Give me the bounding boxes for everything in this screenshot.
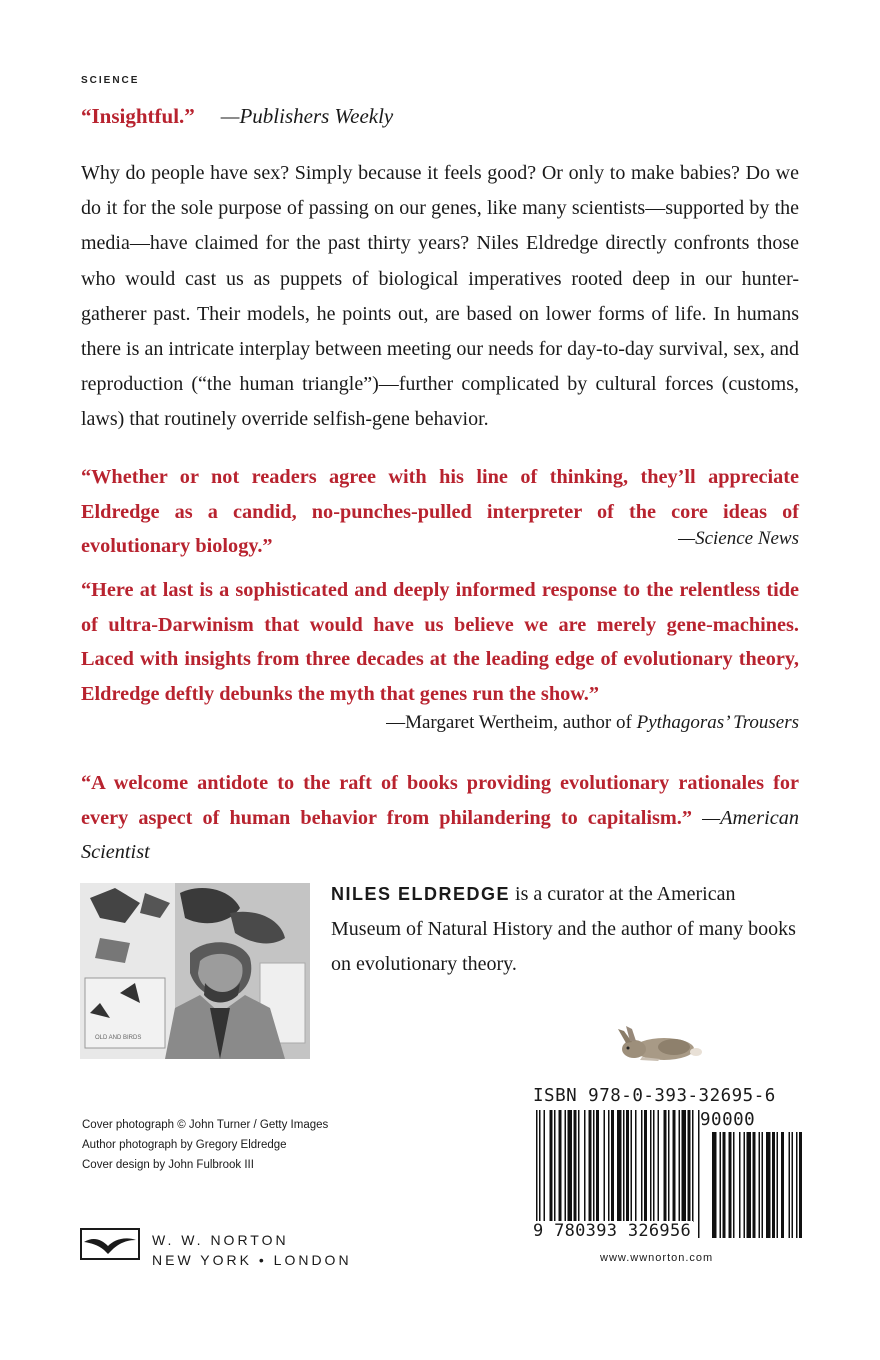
blurb-american-scientist (81, 766, 799, 870)
barcode-bar (635, 1110, 637, 1222)
barcode-addon-bar (789, 1132, 791, 1238)
barcode-addon-bar (747, 1132, 752, 1238)
barcode-bar (644, 1110, 647, 1222)
barcode-bar (626, 1110, 629, 1222)
credit-line: Cover photograph © John Turner / Getty Images (82, 1119, 329, 1131)
barcode-bar (653, 1110, 655, 1222)
barcode-bar (673, 1110, 676, 1222)
barcode-bar (554, 1110, 556, 1222)
blurb-science-news: “Whether or not readers agree with his line of thinking, they’ll appreciate Eldredge as a candid, no-punches-pulled interpreter of the core ideas of evolutionary biology.” (81, 466, 799, 557)
barcode-addon-bar (781, 1132, 784, 1238)
barcode-bar (658, 1110, 660, 1222)
barcode-digits: 9 780393 326956 (533, 1221, 692, 1241)
blurb-text: “A welcome antidote to the raft of books providing evolutionary rationales for every aspect of human behavior from philandering to capitalism.” (81, 772, 799, 829)
publisher-cities: NEW YORK • LONDON (152, 1252, 352, 1268)
credit-line: Cover design by John Fulbrook III (82, 1159, 254, 1171)
barcode-bar (611, 1110, 614, 1222)
barcode-addon-bar (733, 1132, 735, 1238)
attribution-book-title: Pythagoras’ Trousers (636, 712, 799, 733)
price-code: 90000 (700, 1110, 756, 1130)
credit-line: Author photograph by Gregory Eldredge (82, 1139, 287, 1151)
barcode-bar (565, 1110, 567, 1222)
barcode-addon-bar (712, 1132, 717, 1238)
barcode-bar (584, 1110, 586, 1222)
blurb-attribution: —American Scientist (81, 806, 799, 863)
barcode-addon-bar (759, 1132, 761, 1238)
publisher-imprint (152, 1230, 352, 1270)
barcode-bar (539, 1110, 541, 1238)
barcode-bar (688, 1110, 691, 1222)
barcode-bar (617, 1110, 622, 1238)
barcode-bar (544, 1110, 546, 1222)
barcode-bar (668, 1110, 670, 1222)
barcode-bar (559, 1110, 562, 1222)
barcode-bar (550, 1110, 553, 1222)
barcode-bar (604, 1110, 606, 1222)
barcode-addon-bar (792, 1132, 794, 1238)
publisher-name: W. W. NORTON (152, 1232, 289, 1248)
attribution-prefix: —Margaret Wertheim, author of (386, 712, 637, 733)
author-name: NILES ELDREDGE (331, 884, 511, 904)
barcode-addon-bar (729, 1132, 732, 1238)
blurb-attribution (386, 712, 799, 734)
barcode-bar (623, 1110, 625, 1222)
barcode-addon-bar (796, 1132, 798, 1238)
barcode-bar (650, 1110, 652, 1222)
barcode-addon-bar (753, 1132, 756, 1238)
author-bio-text: is a curator at the American Museum of Natural History and the author of many books on evolutionary theory. (331, 883, 796, 975)
book-description: Why do people have sex? Simply because it feels good? Or only to make babies? Do we do it for the sole purpose of passing on our genes, like many scientists—supported by the media—have claimed for the past thirty years? Niles Eldredge directly confronts those who would cast us as puppets of biological imperatives rooted deep in our hunter-gatherer past. Their models, he points out, are based on lower forms of life. In humans there is an intricate interplay between meeting our needs for day-to-day survival, sex, and reproduction (“the human triangle”)—further complicated by cultural forces (customs, laws) that routinely override selfish-gene behavior. (81, 162, 799, 431)
barcode-addon-bar (720, 1132, 722, 1238)
cover-credits (82, 1115, 328, 1175)
author-bio (331, 877, 801, 982)
category-label: SCIENCE (81, 75, 140, 86)
photo-sign-text: OLD AND BIRDS (95, 1035, 142, 1041)
rabbit-illustration (612, 1023, 704, 1063)
barcode-bar (698, 1110, 700, 1238)
barcode-bar (536, 1110, 538, 1238)
tagline-quote: “Insightful.” (81, 104, 195, 128)
barcode-addon-bar (723, 1132, 726, 1238)
barcode-bar (679, 1110, 681, 1222)
barcode-addon-bar (799, 1132, 802, 1238)
barcode-bar (631, 1110, 633, 1222)
barcode-addon-bar (777, 1132, 779, 1238)
barcode-addon-bar (766, 1132, 771, 1238)
barcode-bar (664, 1110, 667, 1222)
barcode-addon-bar (762, 1132, 764, 1238)
norton-seagull-logo (80, 1228, 140, 1260)
barcode-addon-bar (739, 1132, 741, 1238)
barcode-bar (596, 1110, 599, 1222)
isbn-label: ISBN 978-0-393-32695-6 (533, 1086, 776, 1106)
barcode-bar (608, 1110, 610, 1222)
barcode-addon-bar (744, 1132, 746, 1238)
barcode-bar (593, 1110, 595, 1222)
tagline-source: —Publishers Weekly (220, 104, 394, 128)
author-photo (80, 883, 310, 1059)
blurb-wertheim: “Here at last is a sophisticated and deeply informed response to the relentless tide of ultra-Darwinism that would have us believe we are merely gene-machines. Laced with insights from three decades at the leading edge of evolutionary theory, Eldredge deftly debunks the myth that genes run the show.” (81, 579, 799, 705)
barcode-bar (574, 1110, 577, 1222)
barcode-bar (589, 1110, 592, 1222)
tagline (81, 104, 393, 129)
barcode-bar (692, 1110, 694, 1222)
barcode-addon-bar (772, 1132, 775, 1238)
barcode-bar (682, 1110, 687, 1222)
publisher-website: www.wwnorton.com (600, 1252, 714, 1264)
barcode-bar (641, 1110, 643, 1222)
barcode-bar (578, 1110, 580, 1222)
barcode-bar (568, 1110, 573, 1222)
blurb-attribution: —Science News (678, 528, 799, 549)
